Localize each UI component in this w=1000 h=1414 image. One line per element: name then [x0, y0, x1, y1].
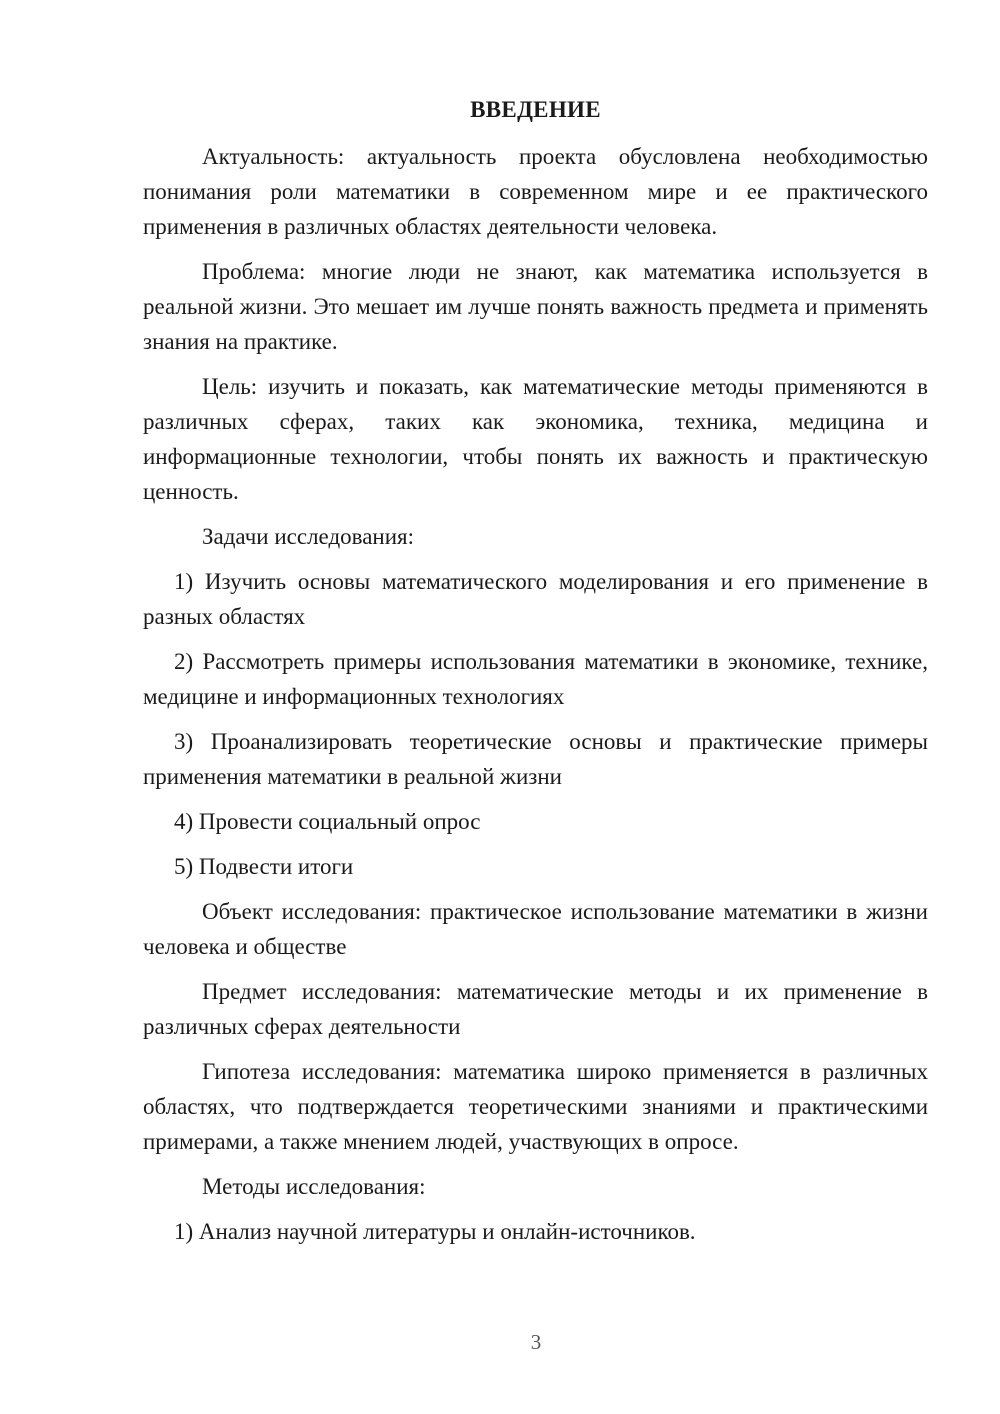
- document-page: [143, 92, 928, 1259]
- object-paragraph: Объект исследования: практическое использование математики в жизни человека и обществе: [143, 899, 928, 959]
- problem-paragraph: Проблема: многие люди не знают, как математика используется в реальной жизни. Это мешает им лучше понять важность предмета и применять знания на практике.: [143, 259, 928, 354]
- task-item: 5) Подвести итоги: [174, 854, 354, 879]
- task-item: 3) Проанализировать теоретические основы и практические примеры применения математики в реальной жизни: [143, 729, 928, 789]
- subject-paragraph: Предмет исследования: математические методы и их применение в различных сферах деятельности: [143, 979, 928, 1039]
- hypothesis-paragraph: Гипотеза исследования: математика широко применяется в различных областях, что подтверждается теоретическими знаниями и практическими примерами, а также мнением людей, участвующих в опросе.: [143, 1059, 928, 1154]
- method-item: 1) Анализ научной литературы и онлайн-источников.: [174, 1219, 696, 1244]
- goal-paragraph: Цель: изучить и показать, как математические методы применяются в различных сферах, таких как экономика, техника, медицина и информационные технологии, чтобы понять их важность и практическую ценность.: [143, 374, 928, 504]
- task-item: 4) Провести социальный опрос: [174, 809, 481, 834]
- page-number: 3: [530, 1330, 542, 1354]
- methods-heading: Методы исследования:: [202, 1174, 426, 1199]
- task-item: 1) Изучить основы математического моделирования и его применение в разных областях: [143, 569, 928, 629]
- relevance-paragraph: Актуальность: актуальность проекта обусловлена необходимостью понимания роли математики в современном мире и ее практического применения в различных областях деятельности человека.: [143, 144, 928, 239]
- tasks-heading: Задачи исследования:: [202, 524, 415, 549]
- section-title: ВВЕДЕНИЕ: [470, 97, 601, 122]
- task-item: 2) Рассмотреть примеры использования математики в экономике, технике, медицине и информационных технологиях: [143, 649, 928, 709]
